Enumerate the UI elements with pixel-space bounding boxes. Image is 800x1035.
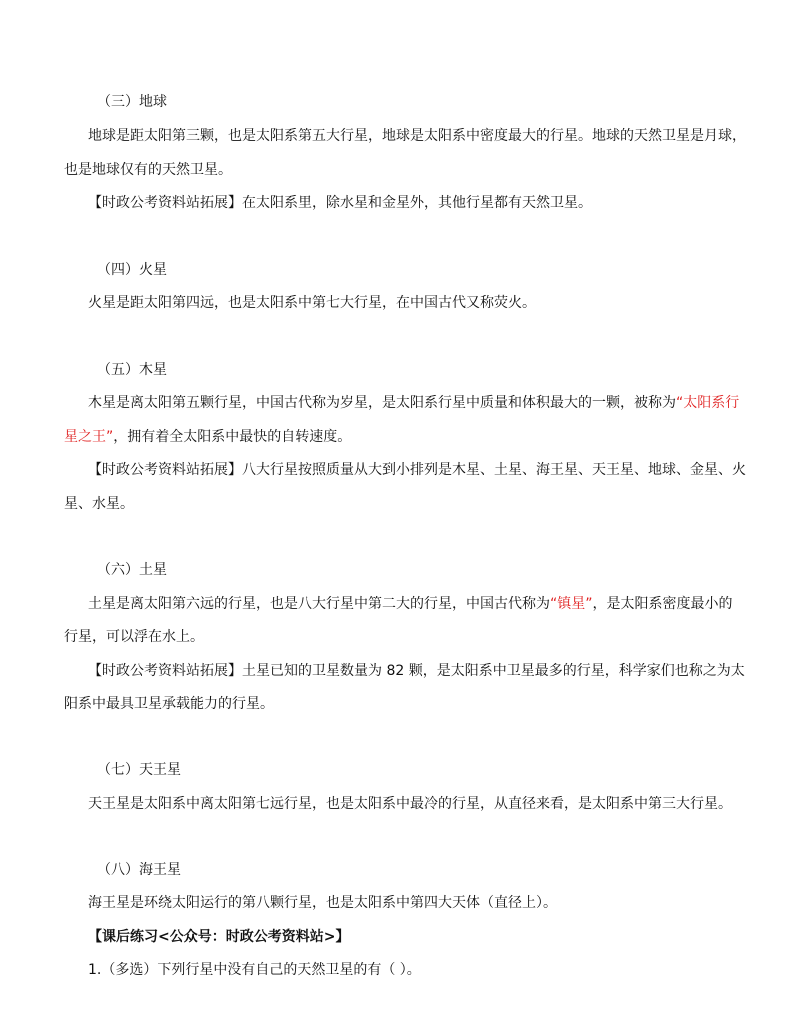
earth-extension-line-1: 【时政公考资料站拓展】在太阳系里，除水星和金星外，其他行星都有天然卫星。 xyxy=(88,195,592,211)
section-heading-uranus: （七）天王星 xyxy=(97,762,181,778)
jupiter-title-highlight-part2: 星之王” xyxy=(64,429,114,445)
saturn-body-line-2: 行星，可以浮在水上。 xyxy=(64,629,204,645)
jupiter-body-text-continued: ，拥有着全太阳系中最快的自转速度。 xyxy=(113,429,352,445)
exercise-question-1: 1.（多选）下列行星中没有自己的天然卫星的有（ ）。 xyxy=(88,962,421,978)
saturn-title-highlight: “镇星” xyxy=(550,596,593,612)
jupiter-body-line-1 xyxy=(88,393,739,413)
earth-body-line-2: 也是地球仅有的天然卫星。 xyxy=(64,162,232,178)
neptune-body-line-1: 海王星是环绕太阳运行的第八颗行星，也是太阳系中第四大天体（直径上）。 xyxy=(88,895,557,911)
saturn-body-line-1 xyxy=(88,594,733,614)
saturn-body-text-continued: ，是太阳系密度最小的 xyxy=(592,596,733,612)
section-heading-saturn: （六）土星 xyxy=(97,562,167,578)
section-heading-jupiter: （五）木星 xyxy=(97,362,167,378)
saturn-body-text: 土星是离太阳第六远的行星，也是八大行星中第二大的行星，中国古代称为 xyxy=(88,596,550,612)
section-heading-earth: （三）地球 xyxy=(97,94,167,110)
uranus-body-line-1: 天王星是太阳系中离太阳第七远行星，也是太阳系中最冷的行星，从直径来看，是太阳系中第三大行星。 xyxy=(88,796,732,812)
jupiter-extension-line-2: 星、水星。 xyxy=(64,496,134,512)
exercise-title: 【课后练习<公众号：时政公考资料站>】 xyxy=(88,929,350,945)
earth-body-line-1: 地球是距太阳第三颗，也是太阳系第五大行星，地球是太阳系中密度最大的行星。地球的天然卫星是月球， xyxy=(88,128,746,144)
jupiter-title-highlight-part1: “太阳系行 xyxy=(676,395,740,411)
jupiter-body-text: 木星是离太阳第五颗行星，中国古代称为岁星，是太阳系行星中质量和体积最大的一颗，被称为 xyxy=(88,395,676,411)
jupiter-body-line-2 xyxy=(64,427,351,447)
section-heading-mars: （四）火星 xyxy=(97,262,167,278)
saturn-extension-line-1: 【时政公考资料站拓展】土星已知的卫星数量为 82 颗，是太阳系中卫星最多的行星，科学家们也称之为太 xyxy=(88,663,745,679)
jupiter-extension-line-1: 【时政公考资料站拓展】八大行星按照质量从大到小排列是木星、土星、海王星、天王星、地球、金星、火 xyxy=(88,462,746,478)
saturn-extension-line-2: 阳系中最具卫星承载能力的行星。 xyxy=(64,696,274,712)
section-heading-neptune: （八）海王星 xyxy=(97,862,181,878)
mars-body-line-1: 火星是距太阳第四远，也是太阳系中第七大行星，在中国古代又称荧火。 xyxy=(88,295,536,311)
